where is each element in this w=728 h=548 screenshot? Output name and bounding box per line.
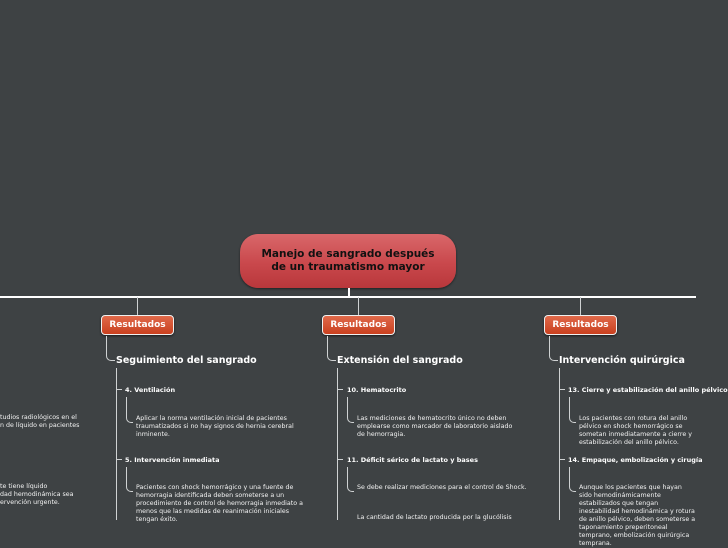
result-node-2[interactable] bbox=[322, 315, 395, 335]
leaf-connector-3b bbox=[569, 467, 576, 492]
result-node-2-label: Resultados bbox=[330, 320, 387, 330]
subtopic-ventilacion[interactable]: 4. Ventilación bbox=[125, 386, 176, 394]
branch-connector-1 bbox=[137, 297, 138, 315]
leaf-lactato-2: La cantidad de lactato producida por la glucólisis bbox=[357, 514, 512, 521]
leaf-intervencion-inmediata: Pacientes con shock hemorrágico y una fuente de hemorragia identificada deben someterse a un procedimiento de control de hemorragia inmediato a menos que las medidas de reanimación iniciales tengan éxito. bbox=[136, 484, 303, 523]
result-node-1[interactable] bbox=[101, 315, 174, 335]
subtopic-empaque[interactable]: 14. Empaque, embolización y cirugía bbox=[568, 456, 703, 464]
topic-connector-2 bbox=[327, 336, 336, 361]
topic-extension[interactable]: Extensión del sangrado bbox=[337, 355, 463, 366]
result-node-3[interactable] bbox=[544, 315, 617, 335]
leaf-connector-3a bbox=[569, 397, 576, 423]
leaf-connector-2b bbox=[347, 467, 354, 492]
leaf-empaque: Aunque los pacientes que hayan sido hemodinámicamente estabilizados que tengan inestabilidad hemodinámica y rotura de anillo pélvico, deben someterse a taponamiento preperitoneal temprano, embolización quirúrgica temprana. bbox=[579, 484, 696, 547]
leaf-anillo-pelvico: Los pacientes con rotura del anillo pélvico en shock hemorrágico se sometan inmediatamente a cierre y estabilización del anillo pélvico. bbox=[579, 415, 692, 446]
central-topic-label: Manejo de sangrado después de un traumatismo mayor bbox=[261, 248, 435, 273]
topic-seguimiento[interactable]: Seguimiento del sangrado bbox=[116, 355, 257, 366]
left-partial-text-1: tudios radiológicos en el n de líquido en pacientes bbox=[0, 414, 80, 429]
topic-connector-3 bbox=[549, 336, 558, 361]
leaf-lactato: Se debe realizar mediciones para el control de Shock. bbox=[357, 484, 527, 491]
topic-2-tick-a bbox=[337, 389, 343, 390]
branch-connector-3 bbox=[580, 297, 581, 315]
topic-connector-1 bbox=[106, 336, 115, 361]
leaf-connector-2a bbox=[347, 397, 354, 423]
subtopic-lactato[interactable]: 11. Déficit sérico de lactato y bases bbox=[347, 456, 478, 464]
left-partial-text-2: te tiene líquido dad hemodinámica sea ervención urgente. bbox=[0, 483, 74, 506]
topic-2-spine bbox=[337, 368, 338, 520]
branch-connector-2 bbox=[358, 297, 359, 315]
topic-3-tick-a bbox=[559, 389, 565, 390]
leaf-connector-1a bbox=[126, 397, 133, 423]
central-topic[interactable] bbox=[240, 234, 456, 288]
topic-1-tick-a bbox=[116, 389, 122, 390]
topic-intervencion-quirurgica[interactable]: Intervención quirúrgica bbox=[559, 355, 685, 366]
subtopic-intervencion-inmediata[interactable]: 5. Intervención inmediata bbox=[125, 456, 220, 464]
topic-3-tick-b bbox=[559, 459, 565, 460]
topic-2-tick-b bbox=[337, 459, 343, 460]
leaf-connector-1b bbox=[126, 467, 133, 492]
leaf-ventilacion: Aplicar la norma ventilación inicial de pacientes traumatizados si no hay signos de hernia cerebral inminente. bbox=[136, 415, 294, 438]
result-node-3-label: Resultados bbox=[552, 320, 609, 330]
result-node-1-label: Resultados bbox=[109, 320, 166, 330]
leaf-hematocrito: Las mediciones de hematocrito único no deben emplearse como marcador de laboratorio aislado de hemorragia. bbox=[357, 415, 513, 438]
topic-1-spine bbox=[116, 368, 117, 520]
subtopic-hematocrito[interactable]: 10. Hematocrito bbox=[347, 386, 407, 394]
topic-1-tick-b bbox=[116, 459, 122, 460]
main-branch-line bbox=[0, 296, 696, 298]
subtopic-anillo-pelvico[interactable]: 13. Cierre y estabilización del anillo pélvico bbox=[568, 386, 728, 394]
topic-3-spine bbox=[559, 368, 560, 520]
